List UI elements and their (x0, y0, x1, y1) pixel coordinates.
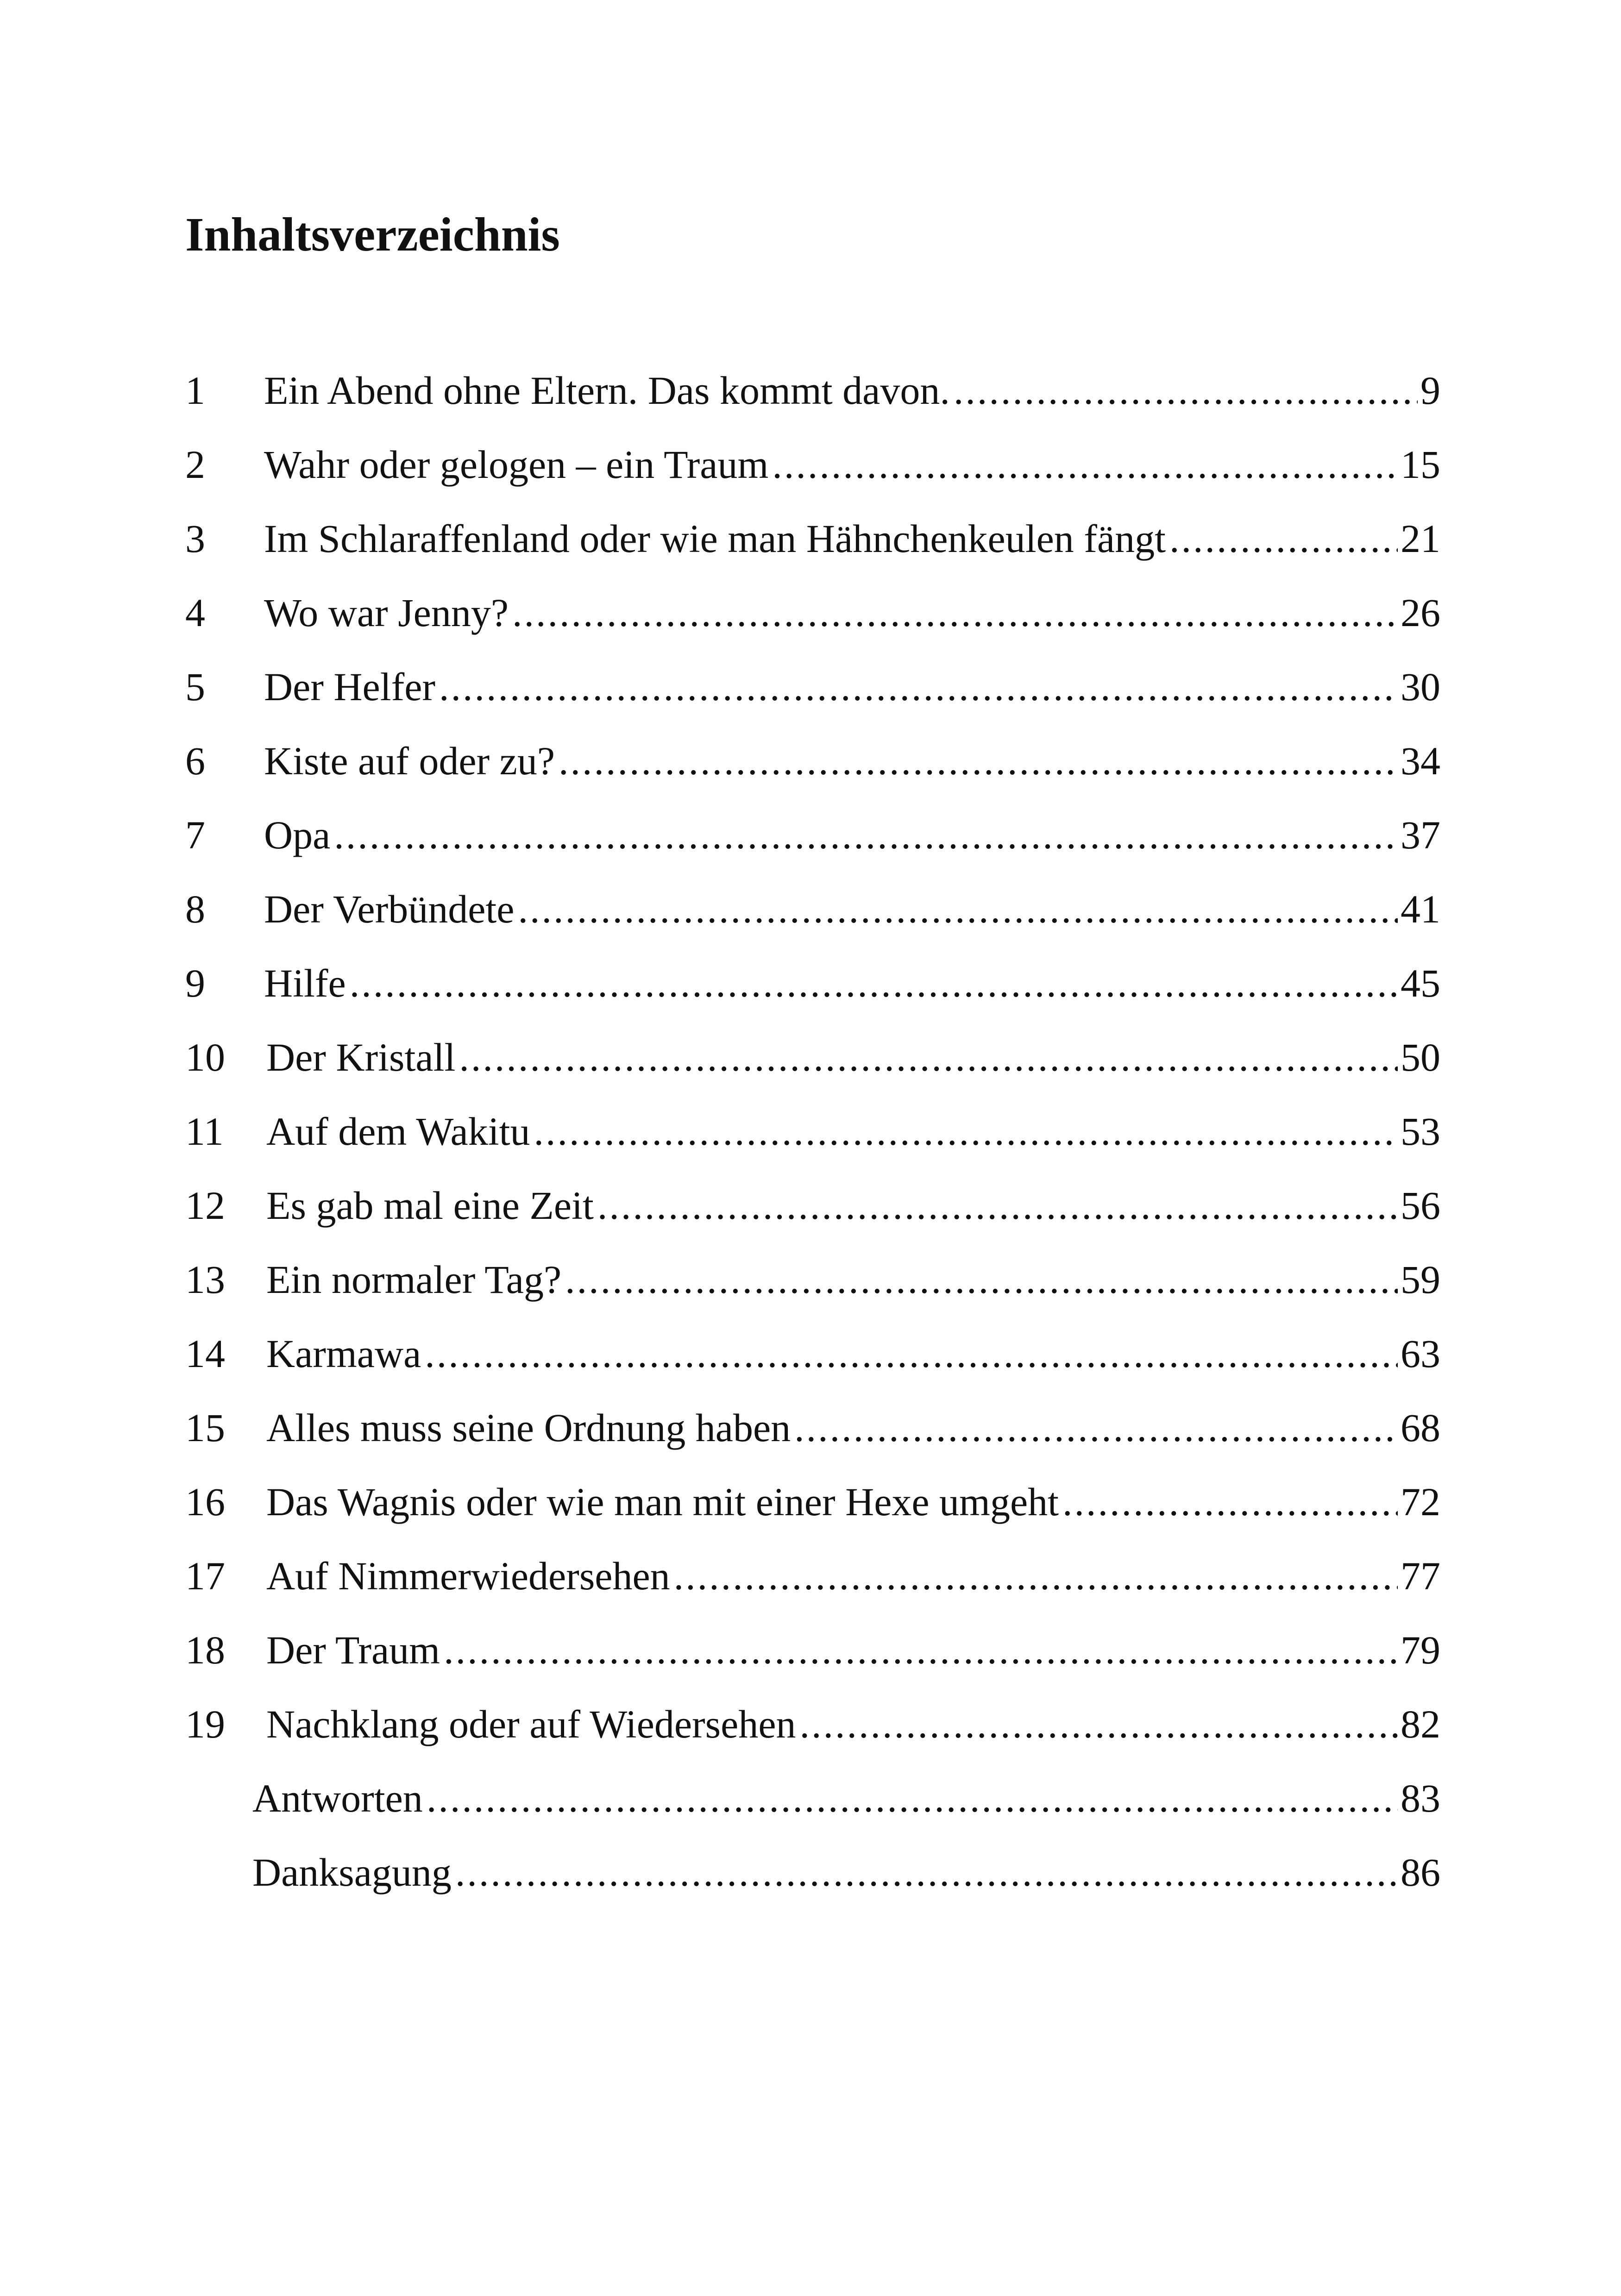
chapter-title: Danksagung (252, 1850, 452, 1895)
chapter-title: Karmawa (266, 1331, 421, 1376)
page-number: 63 (1401, 1331, 1440, 1376)
page-number: 45 (1401, 961, 1440, 1005)
toc-entry (185, 590, 1440, 667)
page-number: 77 (1401, 1554, 1440, 1598)
page-number: 72 (1401, 1480, 1440, 1524)
chapter-number: 4 (185, 590, 205, 635)
chapter-number: 12 (185, 1183, 225, 1228)
chapter-title: Es gab mal eine Zeit (266, 1183, 594, 1228)
dot-leader (439, 667, 1398, 707)
toc-entry (185, 963, 1440, 1037)
page-number: 9 (1420, 368, 1440, 413)
chapter-number: 18 (185, 1628, 225, 1672)
chapter-number: 15 (185, 1405, 225, 1450)
chapter-number: 17 (185, 1554, 225, 1598)
chapter-number: 3 (185, 516, 205, 561)
page-number: 56 (1401, 1183, 1440, 1228)
chapter-title: Wo war Jenny? (264, 590, 509, 635)
toc-entry (185, 442, 1440, 519)
dot-leader (444, 1630, 1398, 1670)
chapter-number: 8 (185, 887, 205, 931)
toc-entry (185, 1331, 1440, 1408)
page-number: 21 (1401, 516, 1440, 561)
chapter-title: Das Wagnis oder wie man mit einer Hexe umgeht (266, 1480, 1059, 1524)
toc-entry (185, 1556, 1440, 1630)
chapter-title: Der Kristall (266, 1035, 456, 1079)
page-number: 34 (1401, 739, 1440, 783)
chapter-number: 9 (185, 961, 205, 1005)
chapter-title: Hilfe (264, 961, 346, 1005)
dot-leader (518, 889, 1398, 929)
dot-leader (674, 1556, 1398, 1596)
page-number: 82 (1401, 1702, 1440, 1746)
dot-leader (597, 1186, 1398, 1225)
chapter-title: Alles muss seine Ordnung haben (266, 1405, 791, 1450)
chapter-title: Der Traum (266, 1628, 440, 1672)
page-number: 30 (1401, 665, 1440, 709)
toc-entry (185, 1183, 1440, 1260)
chapter-title: Im Schlaraffenland oder wie man Hähnchenkeulen fängt (264, 516, 1166, 561)
chapter-title: Der Verbündete (264, 887, 515, 931)
chapter-number: 2 (185, 442, 205, 487)
chapter-title: Nachklang oder auf Wiedersehen (266, 1702, 796, 1746)
page-number: 59 (1401, 1257, 1440, 1302)
chapter-title: Auf Nimmerwiedersehen (266, 1554, 670, 1598)
dot-leader (427, 1778, 1398, 1818)
dot-leader (534, 1111, 1398, 1151)
chapter-title: Antworten (252, 1776, 423, 1820)
chapter-number: 5 (185, 665, 205, 709)
page-title: Inhaltsverzeichnis (185, 208, 560, 261)
dot-leader (455, 1852, 1398, 1892)
page-number: 15 (1401, 442, 1440, 487)
toc-entry (185, 1778, 1440, 1852)
chapter-title: Ein normaler Tag? (266, 1257, 562, 1302)
chapter-number: 14 (185, 1331, 225, 1376)
dot-leader (794, 1408, 1398, 1448)
dot-leader (334, 815, 1398, 855)
toc-entry (185, 815, 1440, 889)
toc-entry (185, 667, 1440, 741)
dot-leader (512, 593, 1398, 633)
toc-entry (185, 1037, 1440, 1111)
chapter-number: 16 (185, 1480, 225, 1524)
dot-leader (1062, 1482, 1398, 1522)
toc-entry (185, 1405, 1440, 1482)
chapter-number: 19 (185, 1702, 225, 1746)
table-of-contents (185, 370, 1440, 1926)
dot-leader (1169, 519, 1398, 558)
dot-leader (559, 741, 1398, 781)
dot-leader (350, 963, 1398, 1003)
chapter-number: 6 (185, 739, 205, 783)
chapter-title: Kiste auf oder zu? (264, 739, 555, 783)
chapter-title: Der Helfer (264, 665, 436, 709)
toc-entry (185, 1704, 1440, 1778)
page-number: 50 (1401, 1035, 1440, 1079)
page-number: 53 (1401, 1109, 1440, 1154)
dot-leader (954, 370, 1418, 410)
toc-entry (185, 741, 1440, 815)
toc-entry (185, 1852, 1440, 1926)
chapter-title: Opa (264, 813, 331, 857)
chapter-number: 7 (185, 813, 205, 857)
toc-entry (185, 1257, 1440, 1334)
dot-leader (772, 445, 1398, 484)
dot-leader (800, 1704, 1398, 1744)
page-number: 86 (1401, 1850, 1440, 1895)
toc-entry (185, 1630, 1440, 1704)
chapter-title: Ein Abend ohne Eltern. Das kommt davon. (264, 368, 950, 413)
toc-entry (185, 370, 1440, 445)
chapter-number: 11 (185, 1109, 224, 1154)
page-number: 68 (1401, 1405, 1440, 1450)
chapter-number: 10 (185, 1035, 225, 1079)
dot-leader (425, 1334, 1398, 1374)
dot-leader (459, 1037, 1398, 1077)
dot-leader (565, 1260, 1398, 1299)
page-number: 79 (1401, 1628, 1440, 1672)
toc-entry (185, 889, 1440, 963)
page-number: 41 (1401, 887, 1440, 931)
chapter-title: Wahr oder gelogen – ein Traum (264, 442, 769, 487)
toc-entry (185, 1482, 1440, 1556)
toc-entry (185, 516, 1440, 593)
page-number: 83 (1401, 1776, 1440, 1820)
chapter-title: Auf dem Wakitu (266, 1109, 530, 1154)
chapter-number: 1 (185, 368, 205, 413)
chapter-number: 13 (185, 1257, 225, 1302)
page-number: 37 (1401, 813, 1440, 857)
toc-entry (185, 1111, 1440, 1186)
page-number: 26 (1401, 590, 1440, 635)
